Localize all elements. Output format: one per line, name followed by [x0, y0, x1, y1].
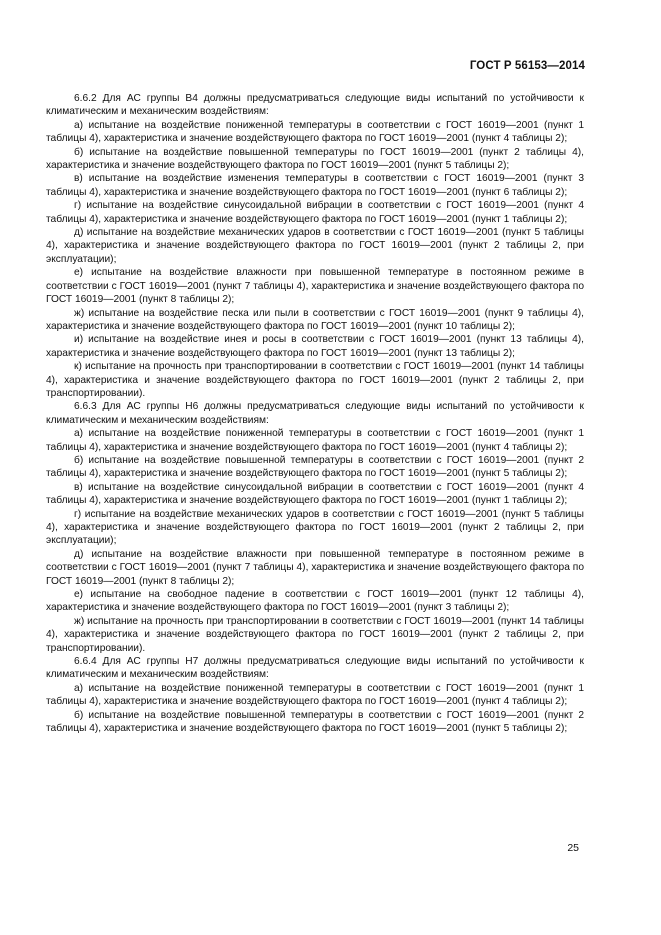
section-6-6-2-intro: 6.6.2 Для АС группы В4 должны предусматриваться следующие виды испытаний по устойчивости к климатическим и механическим воздействиям:: [46, 93, 584, 118]
list-item: к) испытание на прочность при транспортировании в соответствии с ГОСТ 16019—2001 (пункт 14 таблицы 4), характеристика и значение воздействующего фактора по ГОСТ 16019—2001 (пункт 2 таблицы 2, при транспортировании).: [46, 361, 584, 399]
list-item: д) испытание на воздействие влажности при повышенной температуре в постоянном режиме в соответствии с ГОСТ 16019—2001 (пункт 7 таблицы 4), характеристика и значение воздействующего фактора по ГОСТ 16019—2001 (пункт 8 таблицы 2);: [46, 548, 584, 587]
list-item: б) испытание на воздействие повышенной температуры по ГОСТ 16019—2001 (пункт 2 таблицы 4), характеристика и значение воздействующего фактора по ГОСТ 16019—2001 (пункт 5 таблицы 2);: [46, 146, 584, 172]
list-item: б) испытание на воздействие повышенной температуры в соответствии с ГОСТ 16019—2001 (пункт 2 таблицы 4), характеристика и значение воздействующего фактора по ГОСТ 16019—2001 (пункт 5 таблицы 2);: [46, 454, 584, 480]
document-id-header: ГОСТ Р 56153—2014: [469, 60, 585, 72]
list-item: е) испытание на свободное падение в соответствии с ГОСТ 16019—2001 (пункт 12 таблицы 4), характеристика и значение воздействующего фактора по ГОСТ 16019—2001 (пункт 3 таблицы 2);: [46, 589, 584, 614]
list-item: а) испытание на воздействие пониженной температуры в соответствии с ГОСТ 16019—2001 (пункт 1 таблицы 4), характеристика и значение воздействующего фактора по ГОСТ 16019—2001 (пункт 4 таблицы 2);: [46, 682, 584, 708]
list-item: ж) испытание на воздействие песка или пыли в соответствии с ГОСТ 16019—2001 (пункт 9 таблицы 4), характеристика и значение воздействующего фактора по ГОСТ 16019—2001 (пункт 10 таблицы 2);: [46, 307, 584, 332]
document-body: [46, 92, 584, 736]
list-item: в) испытание на воздействие синусоидальной вибрации в соответствии с ГОСТ 16019—2001 (пункт 4 таблицы 4), характеристика и значение воздействующего фактора по ГОСТ 16019—2001 (пункт 1 таблицы 2);: [46, 481, 584, 507]
list-item: б) испытание на воздействие повышенной температуры в соответствии с ГОСТ 16019—2001 (пункт 2 таблицы 4), характеристика и значение воздействующего фактора по ГОСТ 16019—2001 (пункт 5 таблицы 2);: [46, 709, 584, 735]
list-item: е) испытание на воздействие влажности при повышенной температуре в постоянном режиме в соответствии с ГОСТ 16019—2001 (пункт 7 таблицы 4), характеристика и значение воздействующего фактора по ГОСТ 16019—2001 (пункт 8 таблицы 2);: [46, 267, 584, 306]
list-item: а) испытание на воздействие пониженной температуры в соответствии с ГОСТ 16019—2001 (пункт 1 таблицы 4), характеристика и значение воздействующего фактора по ГОСТ 16019—2001 (пункт 4 таблицы 2);: [46, 119, 584, 145]
list-item: в) испытание на воздействие изменения температуры в соответствии с ГОСТ 16019—2001 (пункт 3 таблицы 4), характеристика и значение воздействующего фактора по ГОСТ 16019—2001 (пункт 6 таблицы 2);: [46, 173, 584, 198]
section-6-6-3-intro: 6.6.3 Для АС группы Н6 должны предусматриваться следующие виды испытаний по устойчивости к климатическим и механическим воздействиям:: [46, 401, 584, 426]
list-item: ж) испытание на прочность при транспортировании в соответствии с ГОСТ 16019—2001 (пункт 14 таблицы 4), характеристика и значение воздействующего фактора по ГОСТ 16019—2001 (пункт 2 таблицы 2, при транспортировании).: [46, 615, 584, 654]
list-item: г) испытание на воздействие механических ударов в соответствии с ГОСТ 16019—2001 (пункт 5 таблицы 4), характеристика и значение воздействующего фактора по ГОСТ 16019—2001 (пункт 2 таблицы 2, при эксплуатации);: [46, 508, 584, 547]
section-6-6-4-intro: 6.6.4 Для АС группы Н7 должны предусматриваться следующие виды испытаний по устойчивости к климатическим и механическим воздействиям:: [46, 656, 584, 681]
list-item: а) испытание на воздействие пониженной температуры в соответствии с ГОСТ 16019—2001 (пункт 1 таблицы 4), характеристика и значение воздействующего фактора по ГОСТ 16019—2001 (пункт 4 таблицы 2);: [46, 428, 584, 453]
page-number: 25: [567, 842, 579, 854]
list-item: д) испытание на воздействие механических ударов в соответствии с ГОСТ 16019—2001 (пункт 5 таблицы 4), характеристика и значение воздействующего фактора по ГОСТ 16019—2001 (пункт 2 таблицы 2, при эксплуатации);: [46, 227, 584, 265]
list-item: и) испытание на воздействие инея и росы в соответствии с ГОСТ 16019—2001 (пункт 13 таблицы 4), характеристика и значение воздействующего фактора по ГОСТ 16019—2001 (пункт 13 таблицы 2);: [46, 334, 584, 359]
list-item: г) испытание на воздействие синусоидальной вибрации в соответствии с ГОСТ 16019—2001 (пункт 4 таблицы 4), характеристика и значение воздействующего фактора по ГОСТ 16019—2001 (пункт 1 таблицы 2);: [46, 200, 584, 225]
